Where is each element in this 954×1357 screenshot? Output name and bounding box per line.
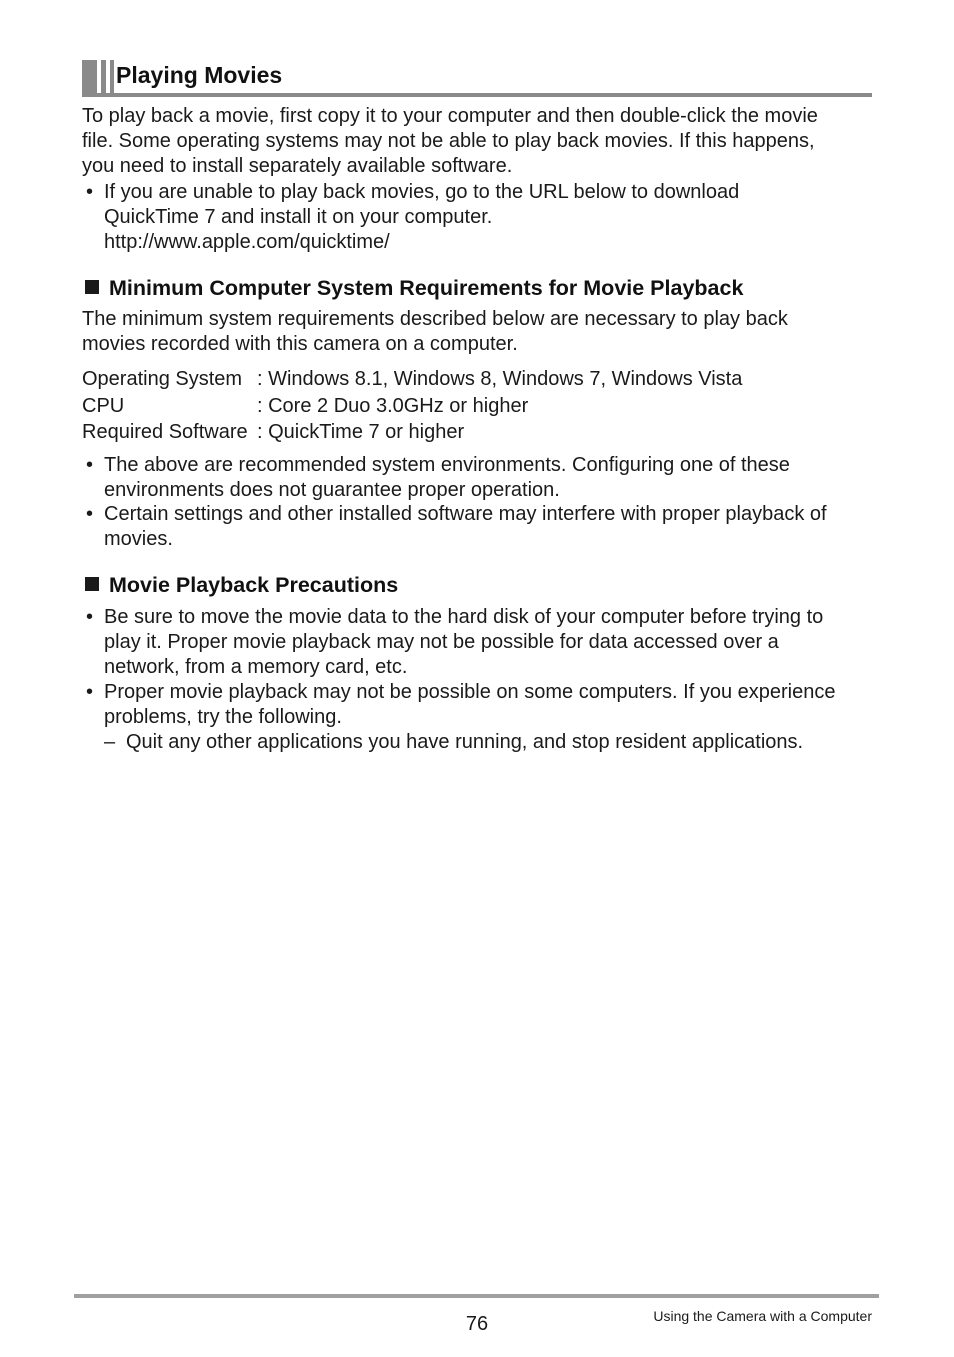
- text-line: To play back a movie, first copy it to your computer and then double-click the movie: [82, 105, 818, 127]
- precautions-title: Movie Playback Precautions: [109, 573, 399, 597]
- text-line: you need to install separately available software.: [82, 155, 513, 177]
- bullet-glyph: •: [86, 454, 94, 476]
- requirements-intro: [82, 307, 788, 357]
- text-line: movies.: [104, 528, 173, 550]
- section-title: Playing Movies: [116, 62, 283, 88]
- square-bullet-icon: [85, 577, 99, 591]
- url-link[interactable]: http://www.apple.com/quicktime/: [104, 231, 390, 253]
- text-line: Quit any other applications you have running, and stop resident applications.: [126, 731, 804, 753]
- requirements-title: Minimum Computer System Requirements for Movie Playback: [109, 276, 744, 300]
- intro-paragraph: [82, 104, 818, 179]
- spec-value: : QuickTime 7 or higher: [257, 421, 465, 443]
- spec-row: [82, 366, 742, 393]
- requirements-heading: [82, 276, 743, 301]
- text-line: play it. Proper movie playback may not be possible for data accessed over a: [104, 631, 779, 653]
- spec-value: : Windows 8.1, Windows 8, Windows 7, Windows Vista: [257, 368, 743, 390]
- page-number: 76: [465, 1313, 489, 1335]
- bullet-glyph: •: [86, 606, 94, 628]
- chapter-title: Using the Camera with a Computer: [653, 1308, 872, 1324]
- requirements-table: [82, 366, 742, 446]
- text-line: network, from a memory card, etc.: [104, 656, 408, 678]
- heading-marker-bar: [110, 60, 114, 95]
- text-line: problems, try the following.: [104, 706, 342, 728]
- text-line: Be sure to move the movie data to the hard disk of your computer before trying to: [104, 606, 824, 628]
- heading-marker-bar: [101, 60, 106, 95]
- footer-divider: [74, 1294, 879, 1298]
- text-line: Proper movie playback may not be possible on some computers. If you experience: [104, 681, 836, 703]
- text-line: movies recorded with this camera on a computer.: [82, 333, 518, 355]
- bullet-glyph: •: [86, 181, 94, 203]
- spec-row: [82, 419, 742, 446]
- bullet-glyph: •: [86, 503, 94, 525]
- bullet-glyph: •: [86, 681, 94, 703]
- heading-marker-bar: [82, 60, 97, 95]
- spec-key: Operating System: [82, 368, 243, 390]
- text-line: The minimum system requirements described below are necessary to play back: [82, 308, 788, 330]
- precautions-heading: [82, 573, 398, 598]
- text-line: file. Some operating systems may not be able to play back movies. If this happens,: [82, 130, 815, 152]
- spec-value: : Core 2 Duo 3.0GHz or higher: [257, 394, 529, 417]
- square-bullet-icon: [85, 280, 99, 294]
- text-line: Certain settings and other installed software may interfere with proper playback of: [104, 503, 827, 525]
- section-heading: [82, 58, 872, 98]
- heading-underline: [82, 93, 872, 97]
- text-line: environments does not guarantee proper operation.: [104, 479, 560, 501]
- spec-key: Required Software: [82, 421, 248, 443]
- text-line: QuickTime 7 and install it on your computer.: [104, 206, 493, 228]
- spec-key: CPU: [82, 394, 125, 417]
- spec-row: [82, 393, 742, 420]
- text-line: If you are unable to play back movies, go to the URL below to download: [104, 181, 740, 203]
- dash-glyph: –: [104, 731, 116, 753]
- text-line: The above are recommended system environments. Configuring one of these: [104, 454, 790, 476]
